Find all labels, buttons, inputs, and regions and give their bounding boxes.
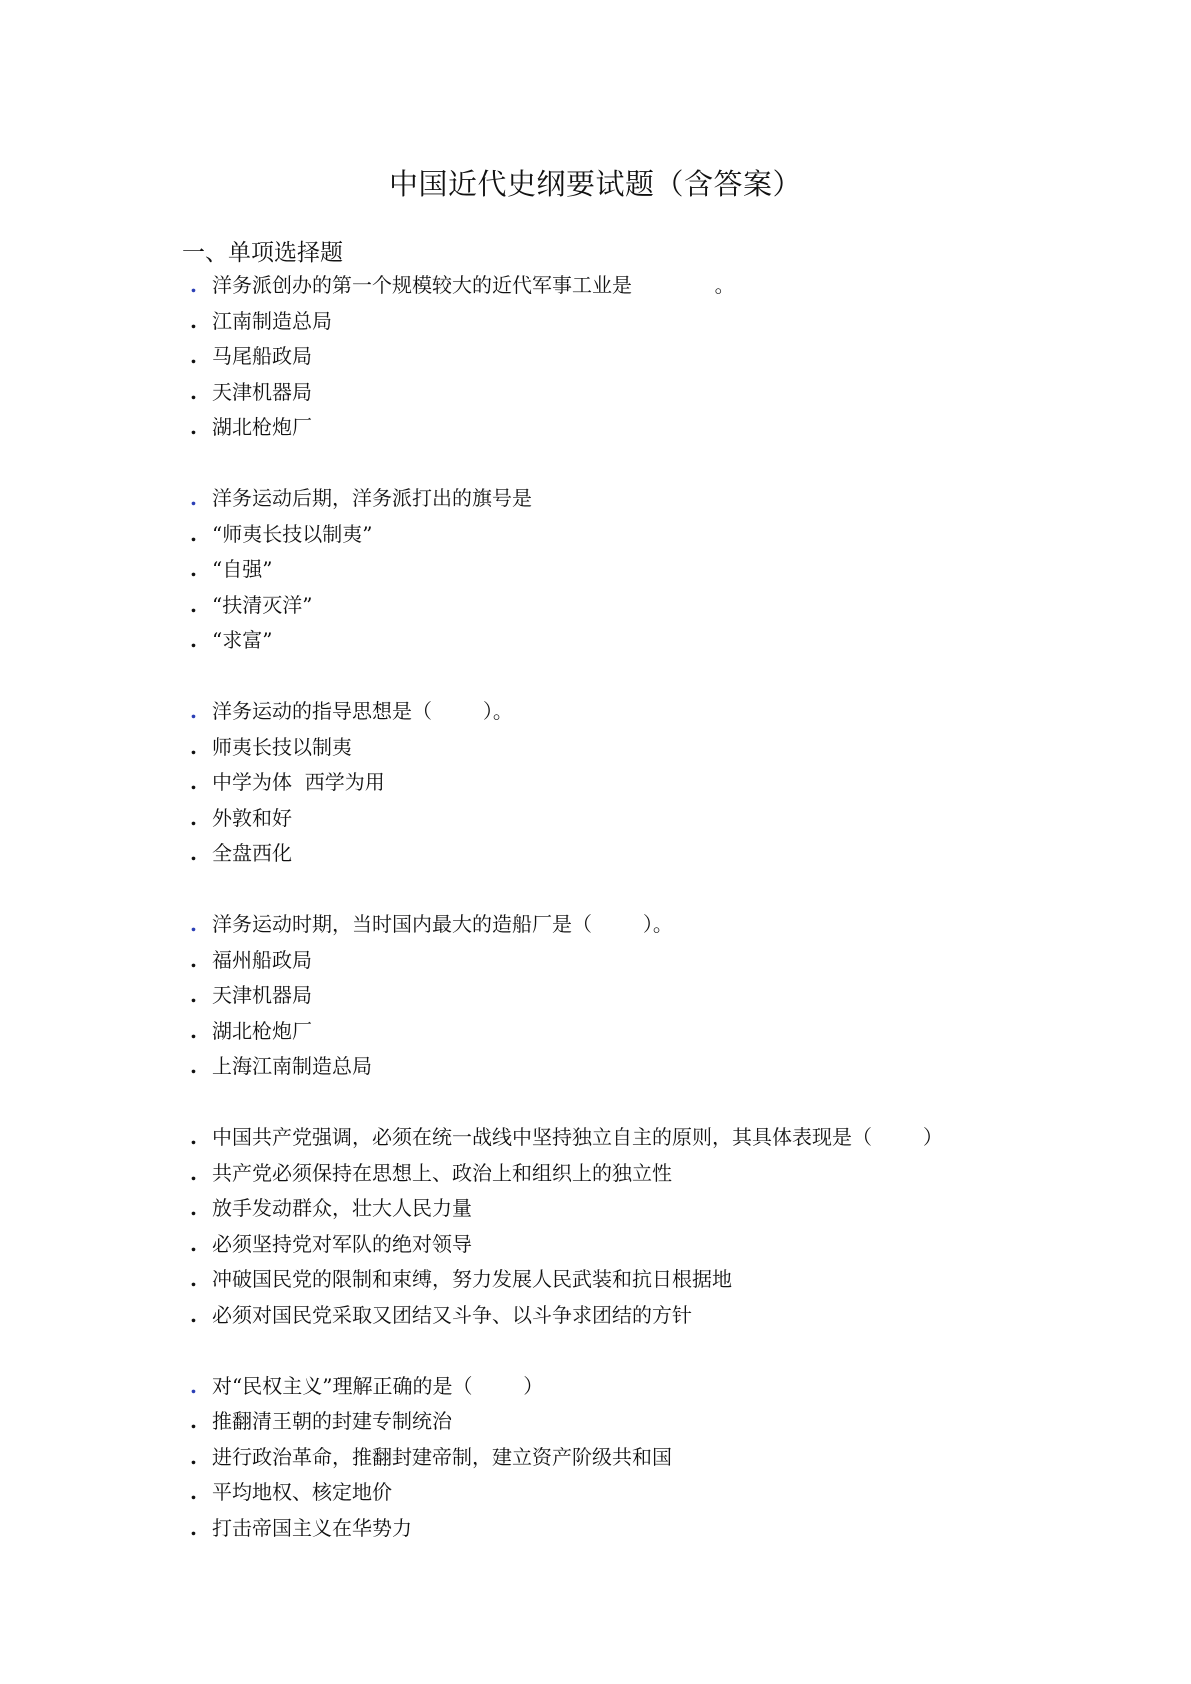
question-block (190, 1369, 1090, 1547)
question-stem (190, 694, 1090, 730)
question-block (190, 481, 1090, 659)
answer-option (190, 765, 1090, 801)
stem-marker: . (190, 273, 197, 297)
stem-marker: . (190, 1373, 197, 1398)
question-stem (190, 268, 1090, 304)
answer-option (190, 1475, 1090, 1511)
stem-marker: . (190, 699, 197, 723)
answer-option-text: 进行政治革命，推翻封建帝制，建立资产阶级共和国 (212, 1444, 672, 1469)
answer-option (190, 1049, 1090, 1085)
question-block (190, 1120, 1090, 1333)
option-marker: . (190, 557, 197, 581)
option-marker: . (190, 1267, 197, 1291)
option-marker: . (190, 521, 197, 546)
question-stem-text: 洋务运动后期，洋务派打出的旗号是 (212, 486, 532, 510)
answer-option (190, 836, 1090, 872)
answer-option-text: 外敦和好 (212, 805, 292, 830)
stem-marker: . (190, 1125, 197, 1149)
answer-option-text: 天津机器局 (212, 983, 312, 1007)
question-stem (190, 907, 1090, 943)
answer-option (190, 517, 1090, 553)
option-marker: . (190, 947, 197, 972)
question-block (190, 907, 1090, 1085)
question-list (190, 268, 1090, 1582)
answer-option (190, 1262, 1090, 1298)
question-block (190, 268, 1090, 446)
answer-option-text: 共产党必须保持在思想上、政治上和组织上的独立性 (212, 1160, 672, 1185)
answer-option (190, 339, 1090, 375)
answer-option (190, 1156, 1090, 1192)
question-stem-text: 洋务派创办的第一个规模较大的近代军事工业是 。 (212, 273, 735, 297)
answer-option-text: 湖北枪炮厂 (212, 1018, 312, 1043)
answer-option-text: 上海江南制造总局 (212, 1054, 372, 1078)
option-marker: . (190, 1409, 197, 1433)
option-marker: . (190, 1480, 197, 1504)
answer-option (190, 588, 1090, 624)
answer-option-text: 全盘西化 (212, 841, 292, 865)
answer-option-text: “自强” (212, 557, 273, 581)
option-marker: . (190, 1196, 197, 1220)
answer-option-text: “扶清灭洋” (212, 592, 313, 617)
answer-option (190, 1014, 1090, 1050)
option-marker: . (190, 770, 197, 794)
option-marker: . (190, 308, 197, 333)
stem-marker: . (190, 486, 197, 510)
question-stem (190, 1369, 1090, 1405)
answer-option (190, 1404, 1090, 1440)
option-marker: . (190, 628, 197, 652)
question-stem (190, 1120, 1090, 1156)
answer-option (190, 375, 1090, 411)
answer-option (190, 978, 1090, 1014)
answer-option (190, 304, 1090, 340)
option-marker: . (190, 379, 197, 404)
answer-option-text: 放手发动群众，壮大人民力量 (212, 1196, 472, 1220)
answer-option (190, 1191, 1090, 1227)
answer-option-text: 冲破国民党的限制和束缚，努力发展人民武装和抗日根据地 (212, 1267, 732, 1291)
stem-marker: . (190, 912, 197, 936)
answer-option-text: “师夷长技以制夷” (212, 521, 373, 546)
answer-option (190, 552, 1090, 588)
option-marker: . (190, 1054, 197, 1078)
answer-option-text: 平均地权、核定地价 (212, 1480, 392, 1504)
answer-option (190, 623, 1090, 659)
answer-option-text: 推翻清王朝的封建专制统治 (212, 1409, 452, 1433)
answer-option (190, 1227, 1090, 1263)
option-marker: . (190, 983, 197, 1007)
option-marker: . (190, 1444, 197, 1469)
section-heading: 一、单项选择题 (182, 240, 343, 266)
answer-option (190, 801, 1090, 837)
answer-option (190, 410, 1090, 446)
question-stem (190, 481, 1090, 517)
question-block (190, 694, 1090, 872)
answer-option-text: 天津机器局 (212, 379, 312, 404)
answer-option (190, 730, 1090, 766)
option-marker: . (190, 734, 197, 759)
option-marker: . (190, 1018, 197, 1043)
answer-option-text: 湖北枪炮厂 (212, 415, 312, 439)
option-marker: . (190, 415, 197, 439)
answer-option-text: 必须坚持党对军队的绝对领导 (212, 1231, 472, 1256)
answer-option-text: “求富” (212, 628, 273, 652)
question-stem-text: 洋务运动的指导思想是（ ）。 (212, 699, 513, 723)
option-marker: . (190, 592, 197, 617)
answer-option-text: 必须对国民党采取又团结又斗争、以斗争求团结的方针 (212, 1302, 692, 1327)
option-marker: . (190, 841, 197, 865)
option-marker: . (190, 1302, 197, 1327)
answer-option (190, 1298, 1090, 1334)
option-marker: . (190, 344, 197, 368)
answer-option-text: 打击帝国主义在华势力 (212, 1515, 412, 1540)
answer-option-text: 马尾船政局 (212, 344, 312, 368)
document-title: 中国近代史纲要试题（含答案） (388, 167, 802, 201)
question-stem-text: 对“民权主义”理解正确的是（ ） (212, 1373, 544, 1398)
option-marker: . (190, 1515, 197, 1540)
answer-option-text: 中学为体 西学为用 (212, 770, 385, 794)
answer-option (190, 1440, 1090, 1476)
answer-option-text: 师夷长技以制夷 (212, 734, 352, 759)
option-marker: . (190, 805, 197, 830)
option-marker: . (190, 1160, 197, 1185)
answer-option-text: 江南制造总局 (212, 308, 332, 333)
option-marker: . (190, 1231, 197, 1256)
answer-option (190, 1511, 1090, 1547)
question-stem-text: 洋务运动时期，当时国内最大的造船厂是（ ）。 (212, 912, 673, 936)
answer-option-text: 福州船政局 (212, 947, 312, 972)
answer-option (190, 943, 1090, 979)
question-stem-text: 中国共产党强调，必须在统一战线中坚持独立自主的原则，其具体表现是（ ） (212, 1125, 943, 1149)
